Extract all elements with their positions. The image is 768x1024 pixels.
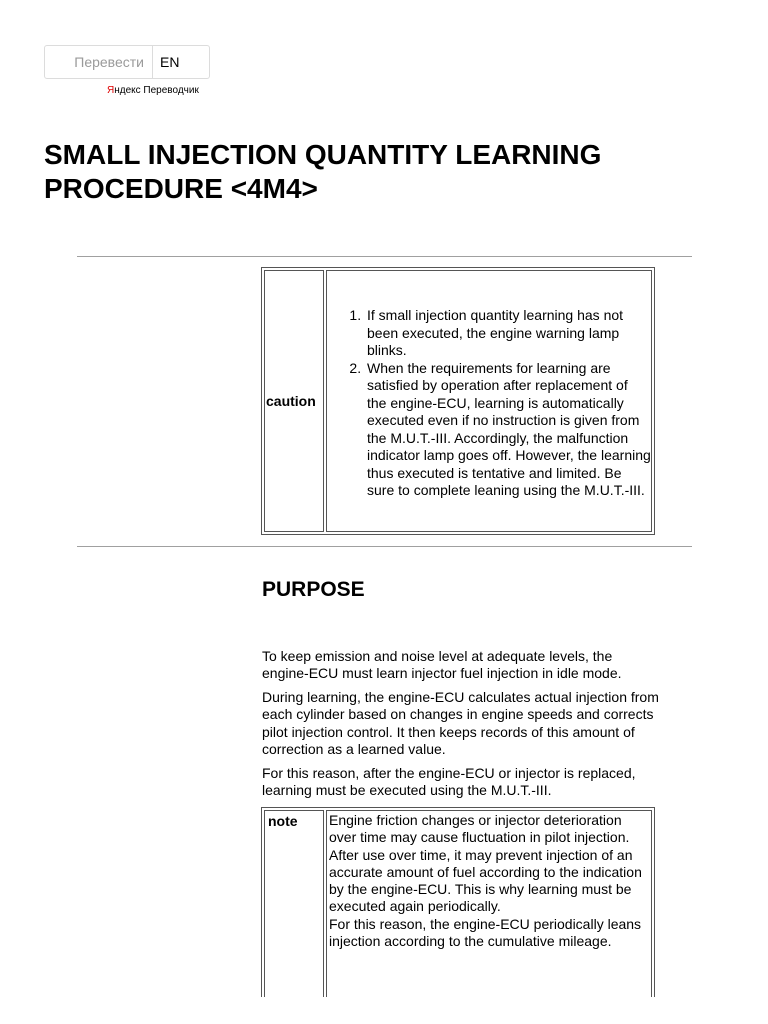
page-title: SMALL INJECTION QUANTITY LEARNING PROCEDURE <4M4> [44, 139, 602, 204]
divider-bottom [77, 546, 692, 547]
purpose-paragraph-3: For this reason, after the engine-ECU or injector is replaced, learning must be executed using the M.U.T.-III. [262, 765, 636, 799]
note-table [261, 807, 655, 997]
caution-list [327, 307, 651, 500]
caution-content [326, 270, 652, 532]
translate-button[interactable]: Перевести [45, 46, 153, 78]
caution-item-2: 2. When the requirements for learning are satisfied by operation after replacement of the engine-ECU, learning is automatically executed even if no instruction is given from the M.U.T.-III. Accordingly, the malfunction indicator lamp goes off. However, the learning thus executed is tentative and limited. Be sure to complete leaning using the M.U.T.-III. [365, 360, 651, 500]
note-content [326, 810, 652, 997]
note-line-1: Engine friction changes or injector deterioration over time may cause fluctuation in pilot injection. After use over time, it may prevent injection of an accurate amount of fuel according to the indication by the engine-ECU. This is why learning must be executed again periodically. [329, 812, 642, 915]
note-label: note [264, 810, 324, 997]
caution-item-1: 1. If small injection quantity learning has not been executed, the engine warning lamp blinks. [365, 307, 651, 360]
yandex-brand-accent: Я [107, 85, 115, 96]
language-select[interactable]: EN [160, 54, 180, 70]
note-line-2: For this reason, the engine-ECU periodically leans injection according to the cumulative mileage. [329, 915, 642, 950]
divider-top [77, 256, 692, 257]
purpose-paragraph-2: During learning, the engine-ECU calculates actual injection from each cylinder based on changes in engine speeds and corrects pilot injection control. It then keeps records of this amount of correction as a learned value. [262, 689, 659, 757]
yandex-brand-text: ндекс Переводчик [114, 85, 199, 96]
translate-widget [44, 45, 210, 79]
purpose-paragraph-1: To keep emission and noise level at adequate levels, the engine-ECU must learn injector fuel injection in idle mode. [262, 648, 622, 682]
yandex-translate-brand[interactable] [107, 85, 199, 96]
purpose-heading: PURPOSE [262, 578, 365, 601]
caution-label: caution [264, 270, 324, 532]
caution-table [261, 267, 655, 535]
